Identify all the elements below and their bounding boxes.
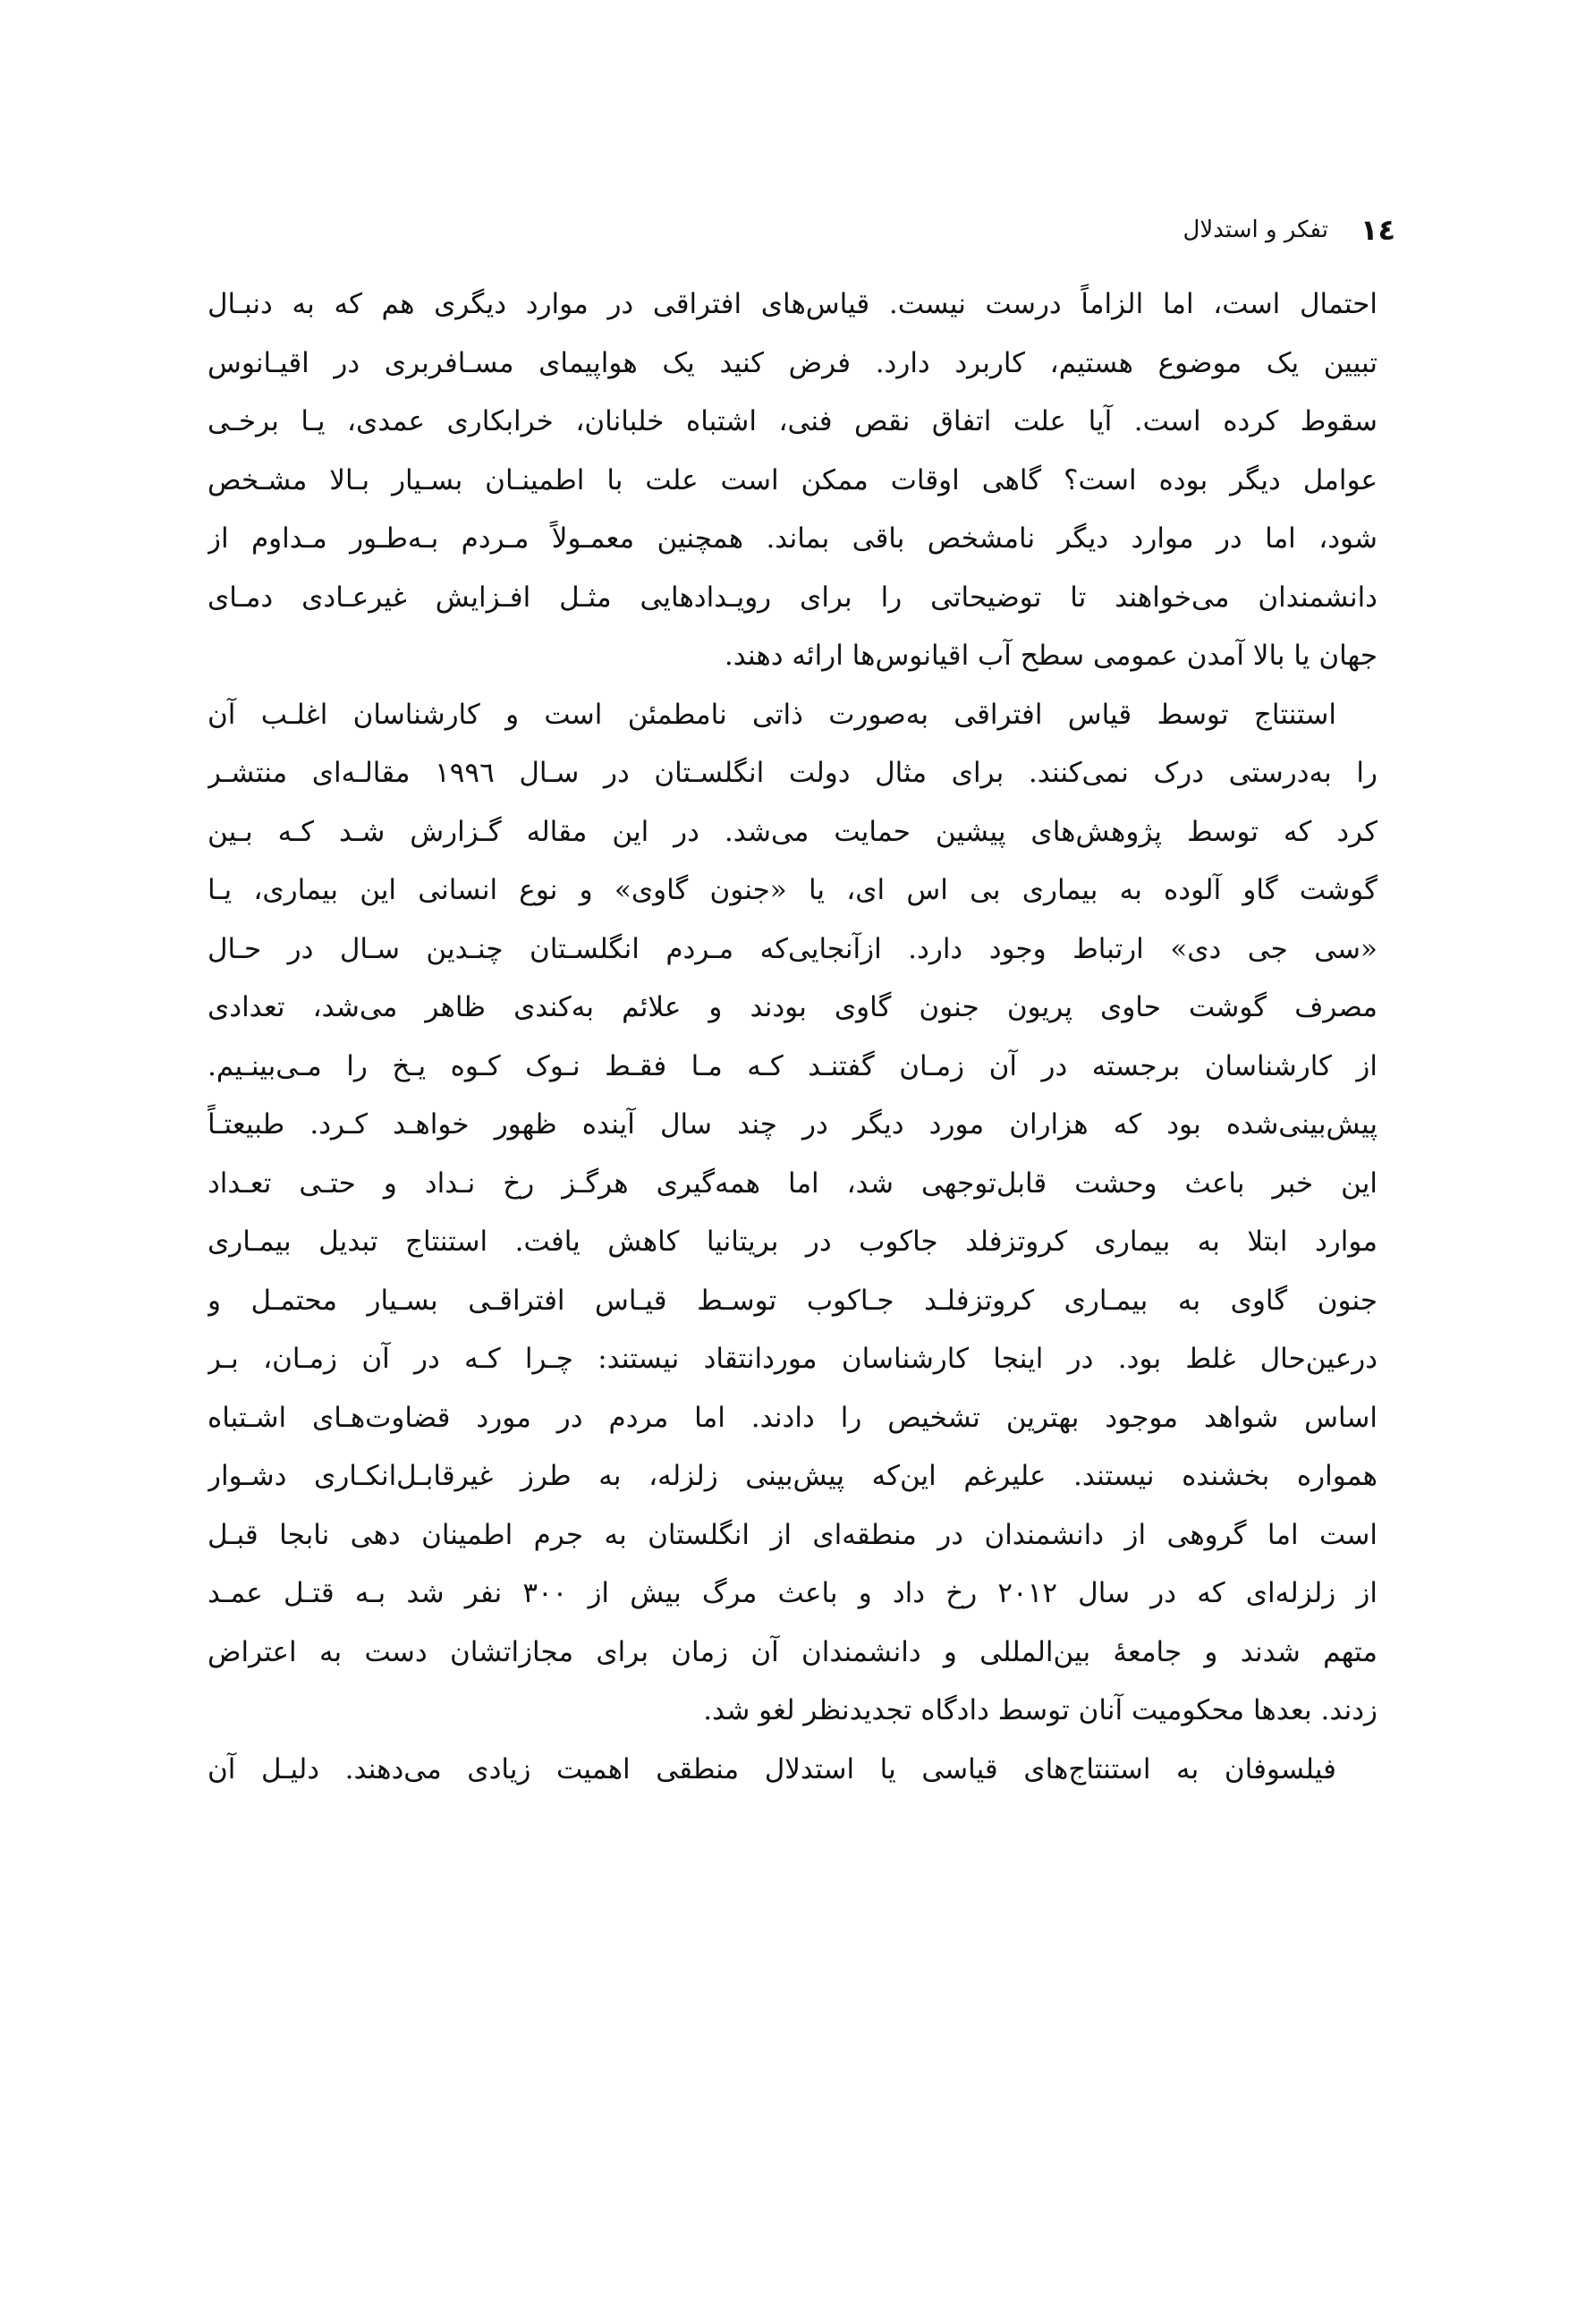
text-line: گوشت گاو آلوده به بیماری بی اس ای، یا «جنون گاوی» و نوع انسانی این بیماری، یـا [208,874,1377,906]
text-line: فیلسوفان به استنتاج‌های قیاسی یا استدلال منطقی اهمیت زیادی می‌دهند. دلیـل آن [208,1752,1336,1785]
text-line: تبیین یک موضوع هستیم، کاربرد دارد. فرض کنید یک هواپیمای مسـافربری در اقیـانوس [208,346,1377,379]
text-line: «سی جی دی» ارتباط وجود دارد. ازآنجایی‌که مـردم انگلسـتان چنـدین سـال در حـال [208,932,1377,965]
text-line: این خبر باعث وحشت قابل‌توجهی شد، اما همه‌گیری هرگـز رخ نـداد و حتـی تعـداد [208,1166,1377,1200]
text-line: مصرف گوشت حاوی پریون جنون گاوی بودند و علائم به‌کندی ظاهر می‌شد، تعدادی [208,991,1377,1023]
text-line: شود، اما در موارد دیگر نامشخص باقی بماند. همچنین معمـولاً مـردم بـه‌طـور مـداوم از [208,522,1377,555]
text-line: احتمال است، اما الزاماً درست نیست. قیاس‌های افتراقی در موارد دیگری هم که به دنبـال [208,288,1377,320]
body-text [208,276,1377,1799]
text-line: عوامل دیگر بوده است؟ گاهی اوقات ممکن است علت با اطمینـان بسـیار بـالا مشـخص [208,463,1377,496]
text-line: دانشمندان می‌خواهند تا توضیحاتی را برای رویـدادهایی مثـل افـزایش غیرعـادی دمـای [208,581,1377,614]
text-line: کرد که توسط پژوهش‌های پیشین حمایت می‌شد. در این مقاله گـزارش شـد کـه بـین [208,815,1377,848]
text-line: را به‌درستی درک نمی‌کنند. برای مثال دولت انگلسـتان در سـال ۱۹۹٦ مقالـه‌ای منتشـر [208,757,1377,789]
running-header-title: تفکر و استدلال [1182,216,1328,243]
text-line: سقوط کرده است. آیا علت اتفاق نقص فنی، اشتباه خلبانان، خرابکاری عمدی، یـا برخـی [208,405,1377,437]
text-line: درعین‌حال غلط بود. در اینجا کارشناسان موردانتقاد نیستند: چـرا کـه در آن زمـان، بـر [208,1343,1377,1375]
text-line: متهم شدند و جامعهٔ بین‌المللی و دانشمندان آن زمان برای مجازاتشان دست به اعتراض [208,1635,1377,1668]
text-line: از زلزله‌ای که در سال ۲۰۱۲ رخ داد و باعث مرگ بیش از ۳۰۰ نفر شد بـه قتـل عمـد [208,1577,1377,1609]
text-line: است اما گروهی از دانشمندان در منطقه‌ای از انگلستان به جرم اطمینان دهی نابجا قبـل [208,1518,1377,1551]
text-line: جهان یا بالا آمدن عمومی سطح آب اقیانوس‌ها ارائه دهند. [724,640,1377,672]
running-header [1055,208,1395,252]
text-line: جنون گاوی به بیمـاری کروتزفلـد جـاکوب توسـط قیـاس افتراقـی بسـیار محتمـل و [208,1284,1377,1317]
text-line: همواره بخشنده نیستند. علیرغم این‌که پیش‌بینی زلزله، به طرز غیرقابـل‌انکـاری دشـوار [208,1460,1377,1492]
text-line: زدند. بعدها محکومیت آنان توسط دادگاه تجدیدنظر لغو شد. [703,1694,1377,1726]
text-line: پیش‌بینی‌شده بود که هزاران مورد دیگر در چند سال آینده ظهور خواهـد کـرد. طبیعتـاً [208,1108,1377,1141]
text-line: اساس شواهد موجود بهترین تشخیص را دادند. اما مردم در مورد قضاوت‌هـای اشـتباه [208,1401,1377,1434]
page-number: ۱٤ [1360,213,1395,247]
text-line: موارد ابتلا به بیماری کروتزفلد جاکوب در بریتانیا کاهش یافت. استنتاج تبدیل بیمـاری [208,1226,1377,1258]
text-line: استنتاج توسط قیاس افتراقی به‌صورت ذاتی نامطمئن است و کارشناسان اغلـب آن [208,698,1336,731]
text-line: از کارشناسان برجسته در آن زمـان گفتنـد کـه مـا فقـط نـوک کـوه یـخ را مـی‌بینـیم. [208,1049,1377,1082]
